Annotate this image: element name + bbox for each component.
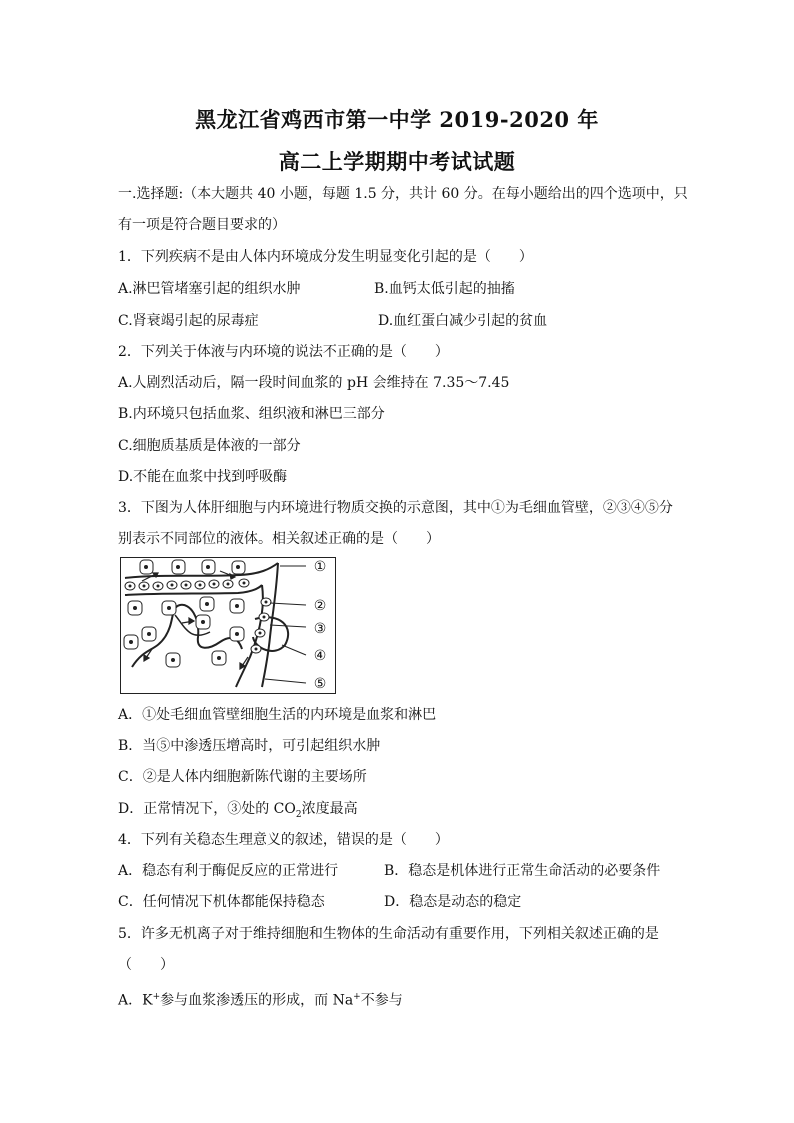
question-4-option-b: B．稳态是机体进行正常生命活动的必要条件: [384, 863, 661, 879]
question-3-option-c: C．②是人体内细胞新陈代谢的主要场所: [118, 769, 367, 785]
question-4-option-d: D．稳态是动态的稳定: [384, 894, 522, 910]
question-5-option-a: [118, 987, 403, 1011]
question-3-option-d-text: D．正常情况下，③处的 CO: [118, 801, 296, 817]
question-5-option-a-mid: 参与血浆渗透压的形成，而 Na: [160, 992, 354, 1009]
question-4-stem: 4．下列有关稳态生理意义的叙述，错误的是（ ）: [118, 832, 449, 848]
co2-subscript: 2: [295, 809, 302, 820]
question-2-option-d: D.不能在血浆中找到呼吸酶: [118, 469, 288, 485]
question-5-option-a-end: 不参与: [360, 992, 403, 1009]
question-4-option-a: A．稳态有利于酶促反应的正常进行: [118, 863, 339, 879]
question-2-option-c: C.细胞质基质是体液的一部分: [118, 438, 301, 454]
section-heading-line1: 一.选择题:（本大题共 40 小题，每题 1.5 分，共计 60 分。在每小题给出的四个选项中，只: [118, 186, 688, 202]
question-2-stem: 2．下列关于体液与内环境的说法不正确的是（ ）: [118, 344, 449, 360]
question-1-option-c: C.肾衰竭引起的尿毒症: [118, 313, 259, 329]
question-3-option-d: [118, 799, 358, 825]
question-5-option-a-text: A．K: [118, 992, 153, 1009]
diagram-label-3: ③: [313, 621, 327, 637]
question-3-stem-line1: 3．下图为人体肝细胞与内环境进行物质交换的示意图，其中①为毛细血管壁，②③④⑤分: [118, 500, 673, 516]
sodium-superscript: +: [353, 992, 361, 1002]
question-3-stem-line2: 别表示不同部位的液体。相关叙述正确的是（ ）: [118, 531, 440, 547]
question-1-option-a: A.淋巴管堵塞引起的组织水肿: [118, 281, 301, 297]
liver-cell-exchange-diagram: [120, 557, 336, 694]
diagram-label-1: ①: [313, 559, 327, 575]
diagram-label-2: ②: [313, 598, 327, 614]
question-1-option-d: D.血红蛋白减少引起的贫血: [378, 313, 548, 329]
diagram-label-5: ⑤: [313, 676, 327, 692]
potassium-superscript: +: [152, 992, 161, 1002]
question-3-option-b: B．当⑤中渗透压增高时，可引起组织水肿: [118, 738, 381, 754]
question-4-option-c: C．任何情况下机体都能保持稳态: [118, 894, 325, 910]
question-3-option-d-suffix: 浓度最高: [301, 801, 358, 817]
question-3-option-a: A．①处毛细血管壁细胞生活的内环境是血浆和淋巴: [118, 707, 437, 723]
question-5-stem-line2: （ ）: [118, 957, 174, 973]
exam-title-line2: 高二上学期期中考试试题: [278, 149, 516, 174]
question-2-option-a: A.人剧烈活动后，隔一段时间血浆的 pH 会维持在 7.35～7.45: [118, 375, 510, 391]
question-1-option-b: B.血钙太低引起的抽搐: [374, 281, 515, 297]
diagram-label-4: ④: [313, 648, 327, 664]
question-2-option-b: B.内环境只包括血浆、组织液和淋巴三部分: [118, 406, 385, 422]
question-5-stem-line1: 5．许多无机离子对于维持细胞和生物体的生命活动有重要作用，下列相关叙述正确的是: [118, 926, 659, 942]
section-heading-line2: 有一项是符合题目要求的）: [118, 217, 286, 233]
exam-title-line1: 黑龙江省鸡西市第一中学 2019-2020 年: [195, 107, 599, 132]
question-1-stem: 1．下列疾病不是由人体内环境成分发生明显变化引起的是（ ）: [118, 249, 533, 265]
